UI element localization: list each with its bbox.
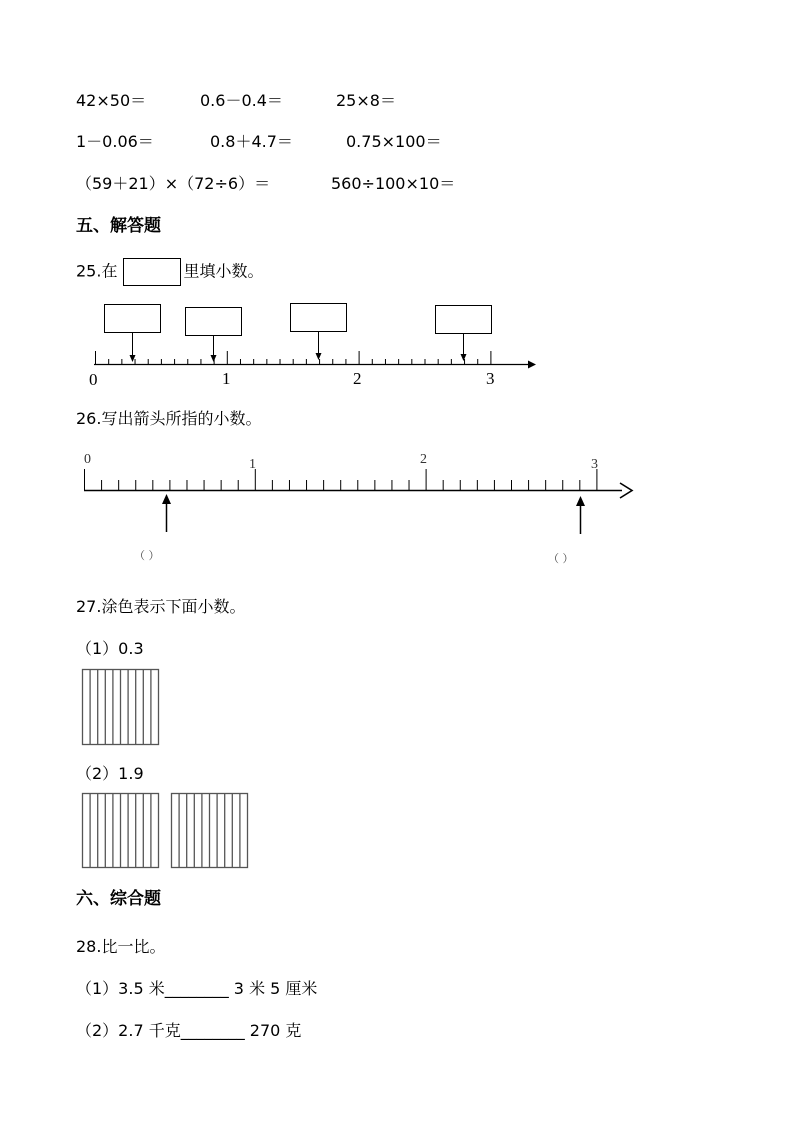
q26-tick-label-1: 1 bbox=[249, 457, 256, 472]
q28-part-1: （1）3.5 米________ 3 米 5 厘米 bbox=[76, 979, 318, 998]
q26-prompt: 26.写出箭头所指的小数。 bbox=[76, 409, 262, 428]
q27-grid-1[interactable] bbox=[83, 670, 159, 745]
q27-grid-3[interactable] bbox=[172, 794, 248, 868]
q25-suffix: 里填小数。 bbox=[183, 261, 264, 281]
q25-tick-label-3: 3 bbox=[486, 369, 495, 388]
arith-1-2: 0.6－0.4＝ bbox=[200, 91, 283, 110]
q25-prefix: 25.在 bbox=[76, 261, 118, 281]
q26-tick-label-2: 2 bbox=[420, 452, 427, 467]
q28-part-2: （2）2.7 千克________ 270 克 bbox=[76, 1021, 302, 1040]
q27-grid-2[interactable] bbox=[83, 794, 159, 868]
q26-answer-right[interactable]: （ ） bbox=[548, 552, 574, 565]
q27-part-2: （2）1.9 bbox=[76, 764, 144, 783]
q25-tick-label-1: 1 bbox=[222, 369, 231, 388]
q28-prompt: 28.比一比。 bbox=[76, 937, 166, 956]
q26-tick-label-3: 3 bbox=[591, 457, 598, 472]
arith-3-1: （59＋21）×（72÷6）＝ bbox=[76, 174, 271, 193]
arith-2-3: 0.75×100＝ bbox=[346, 132, 442, 151]
q27-prompt: 27.涂色表示下面小数。 bbox=[76, 597, 246, 616]
arith-2-1: 1－0.06＝ bbox=[76, 132, 154, 151]
arith-2-2: 0.8＋4.7＝ bbox=[210, 132, 293, 151]
q26-tick-label-0: 0 bbox=[84, 452, 91, 467]
q25-tick-label-2: 2 bbox=[353, 369, 362, 388]
q27-part-1: （1）0.3 bbox=[76, 639, 144, 658]
arith-3-2: 560÷100×10＝ bbox=[331, 174, 456, 193]
arith-1-3: 25×8＝ bbox=[336, 91, 396, 110]
arith-1-1: 42×50＝ bbox=[76, 91, 147, 110]
q25-tick-label-0: 0 bbox=[89, 370, 98, 389]
q26-answer-left[interactable]: （ ） bbox=[134, 549, 160, 562]
section-6-heading: 六、综合题 bbox=[76, 889, 161, 909]
section-5-heading: 五、解答题 bbox=[76, 216, 161, 236]
